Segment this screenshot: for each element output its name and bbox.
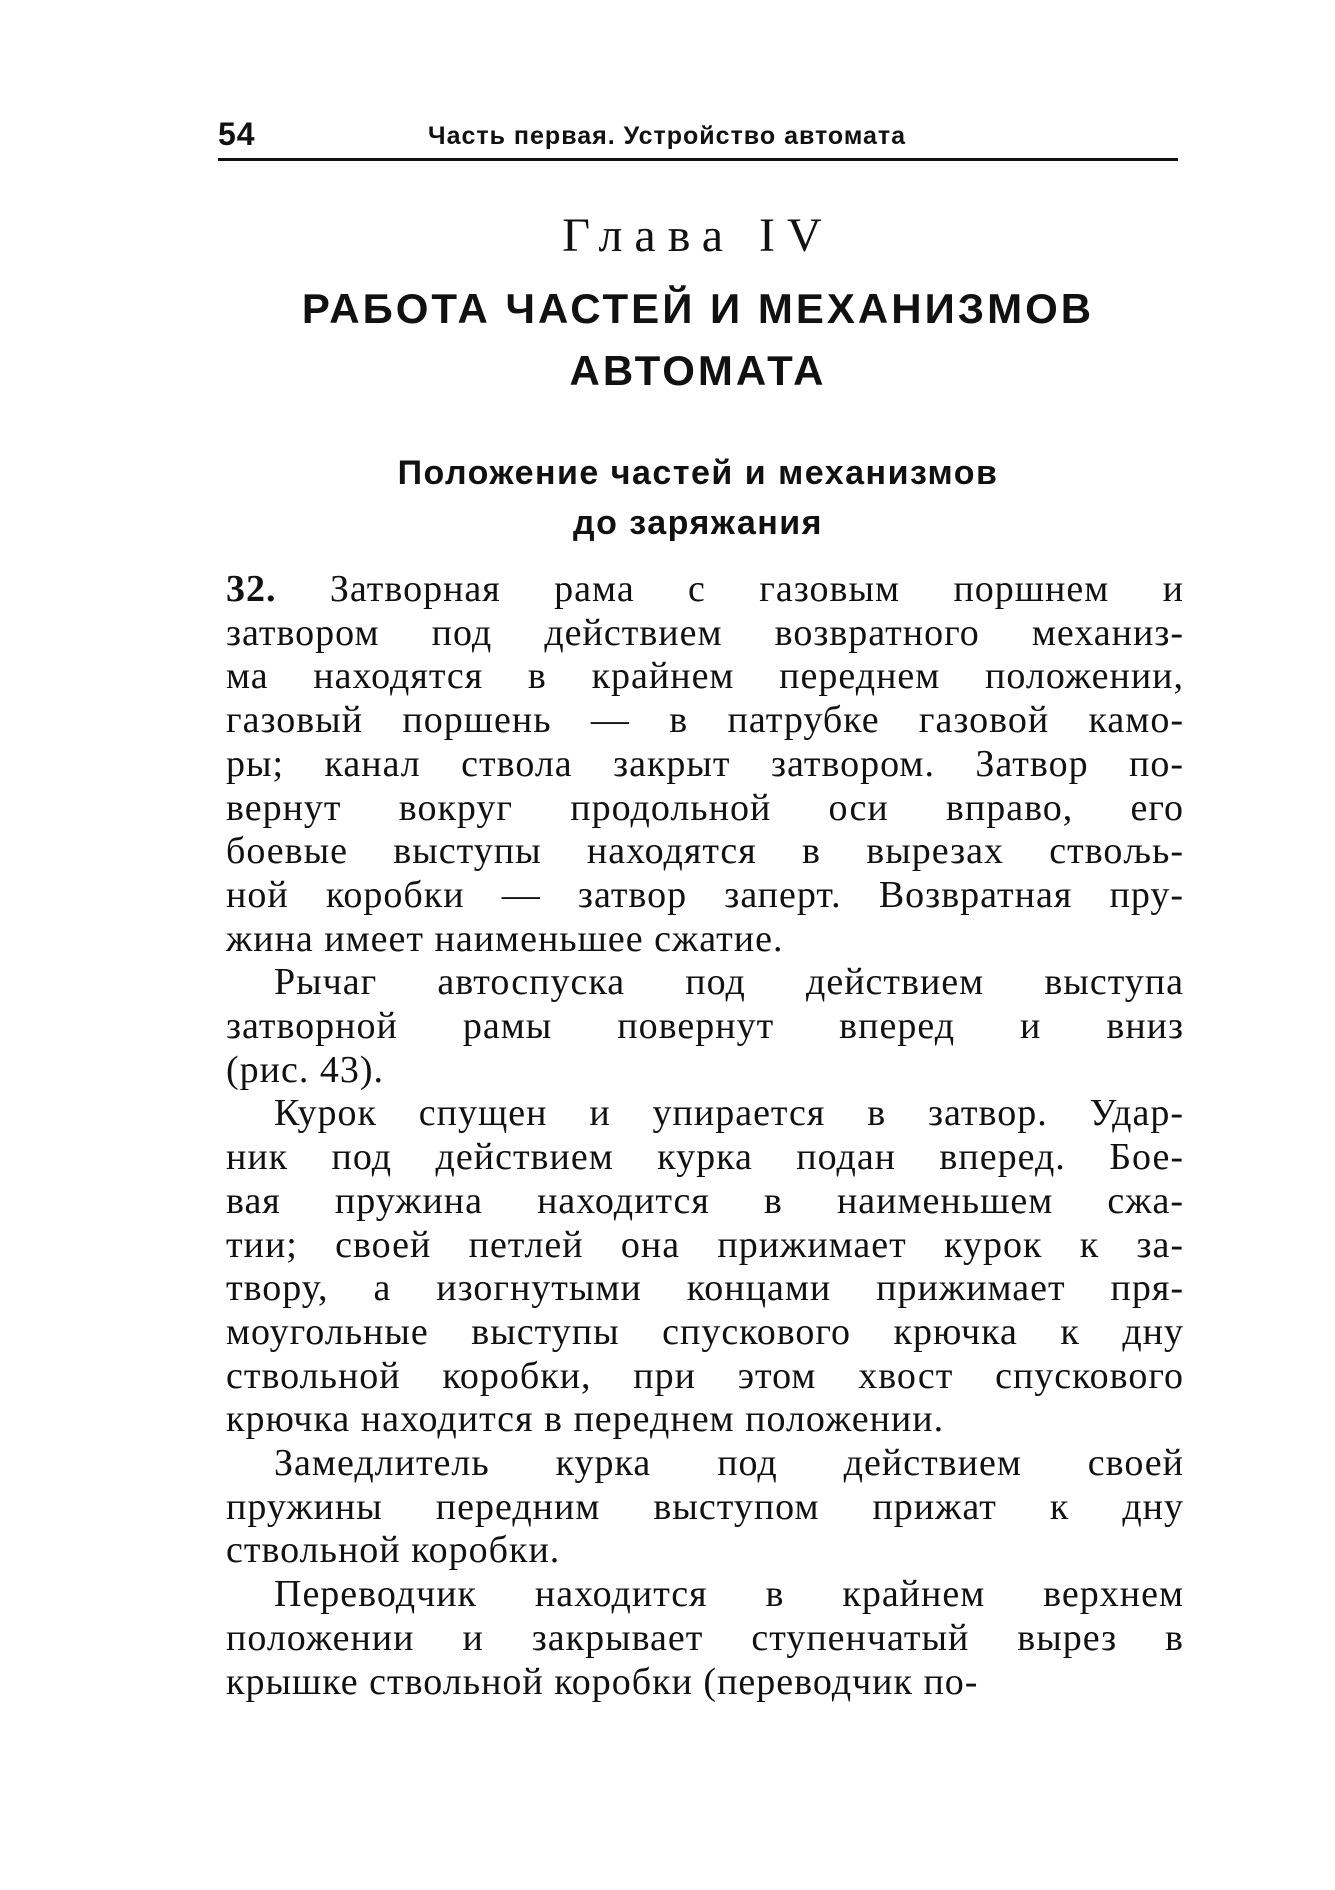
text-line: затворной рамы повернут вперед и вниз [226, 1005, 1184, 1048]
chapter-label: Глава IV [562, 209, 834, 262]
section-title-line: Положение частей и механизмов [397, 454, 999, 492]
text-line: положении и закрывает ступенчатый вырез в [226, 1616, 1184, 1659]
page-number: 54 [218, 116, 256, 152]
text-line: боевые выступы находятся в вырезах ствољь- [226, 830, 1184, 873]
text-line: Замедлитель курка под действием своей [274, 1442, 1184, 1485]
body-text [226, 568, 1184, 1704]
paragraph [226, 1092, 1184, 1442]
text-line: затвором под действием возвратного механиз- [226, 611, 1184, 654]
text-line: крючка находится в переднем положении. [226, 1398, 945, 1441]
text-line: твору, а изогнутыми концами прижимает пря- [226, 1267, 1184, 1310]
section-title [0, 448, 1335, 548]
text-line: ры; канал ствола закрыт затвором. Затвор по- [226, 742, 1184, 785]
text-line: тии; своей петлей она прижимает курок к за- [226, 1223, 1184, 1266]
chapter-title-line: АВТОМАТА [569, 347, 827, 394]
text-line: (рис. 43). [226, 1048, 385, 1091]
text-line: ствольной коробки. [226, 1529, 561, 1572]
text-line: пружины передним выступом прижат к дну [226, 1485, 1184, 1528]
text-line: Рычаг автоспуска под действием выступа [274, 961, 1184, 1004]
text-line: жина имеет наименьшее сжатие. [226, 917, 784, 960]
paragraph [226, 568, 1184, 961]
text-line [226, 568, 1184, 612]
text-line: вая пружина находится в наименьшем сжа- [226, 1179, 1184, 1222]
text-line: моугольные выступы спускового крючка к дну [226, 1310, 1184, 1353]
text-line: ма находятся в крайнем переднем положении, [226, 655, 1184, 698]
running-title: Часть первая. Устройство автомата [428, 122, 907, 150]
text-line: Переводчик находится в крайнем верхнем [274, 1573, 1184, 1616]
text-line: ной коробки — затвор заперт. Возвратная пру- [226, 873, 1184, 916]
text-line: вернут вокруг продольной оси вправо, его [226, 786, 1184, 829]
text-line: крышке ствольной коробки (переводчик по- [226, 1660, 979, 1703]
line-text: Затворная рама с газовым поршнем и [329, 568, 1185, 610]
text-line: ствольной коробки, при этом хвост спускового [226, 1354, 1184, 1397]
paragraph-number: 32. [226, 568, 277, 610]
section-title-line: до заряжания [572, 504, 824, 542]
text-line: газовый поршень — в патрубке газовой камо- [226, 699, 1184, 742]
paragraph [226, 1442, 1184, 1573]
text-line: ник под действием курка подан вперед. Бое- [226, 1136, 1184, 1179]
running-head [218, 112, 1178, 161]
text-line: Курок спущен и упирается в затвор. Удар- [274, 1092, 1184, 1135]
paragraph [226, 1573, 1184, 1704]
paragraph [226, 961, 1184, 1092]
chapter-title [0, 278, 1335, 402]
chapter-title-line: РАБОТА ЧАСТЕЙ И МЕХАНИЗМОВ [301, 285, 1095, 332]
